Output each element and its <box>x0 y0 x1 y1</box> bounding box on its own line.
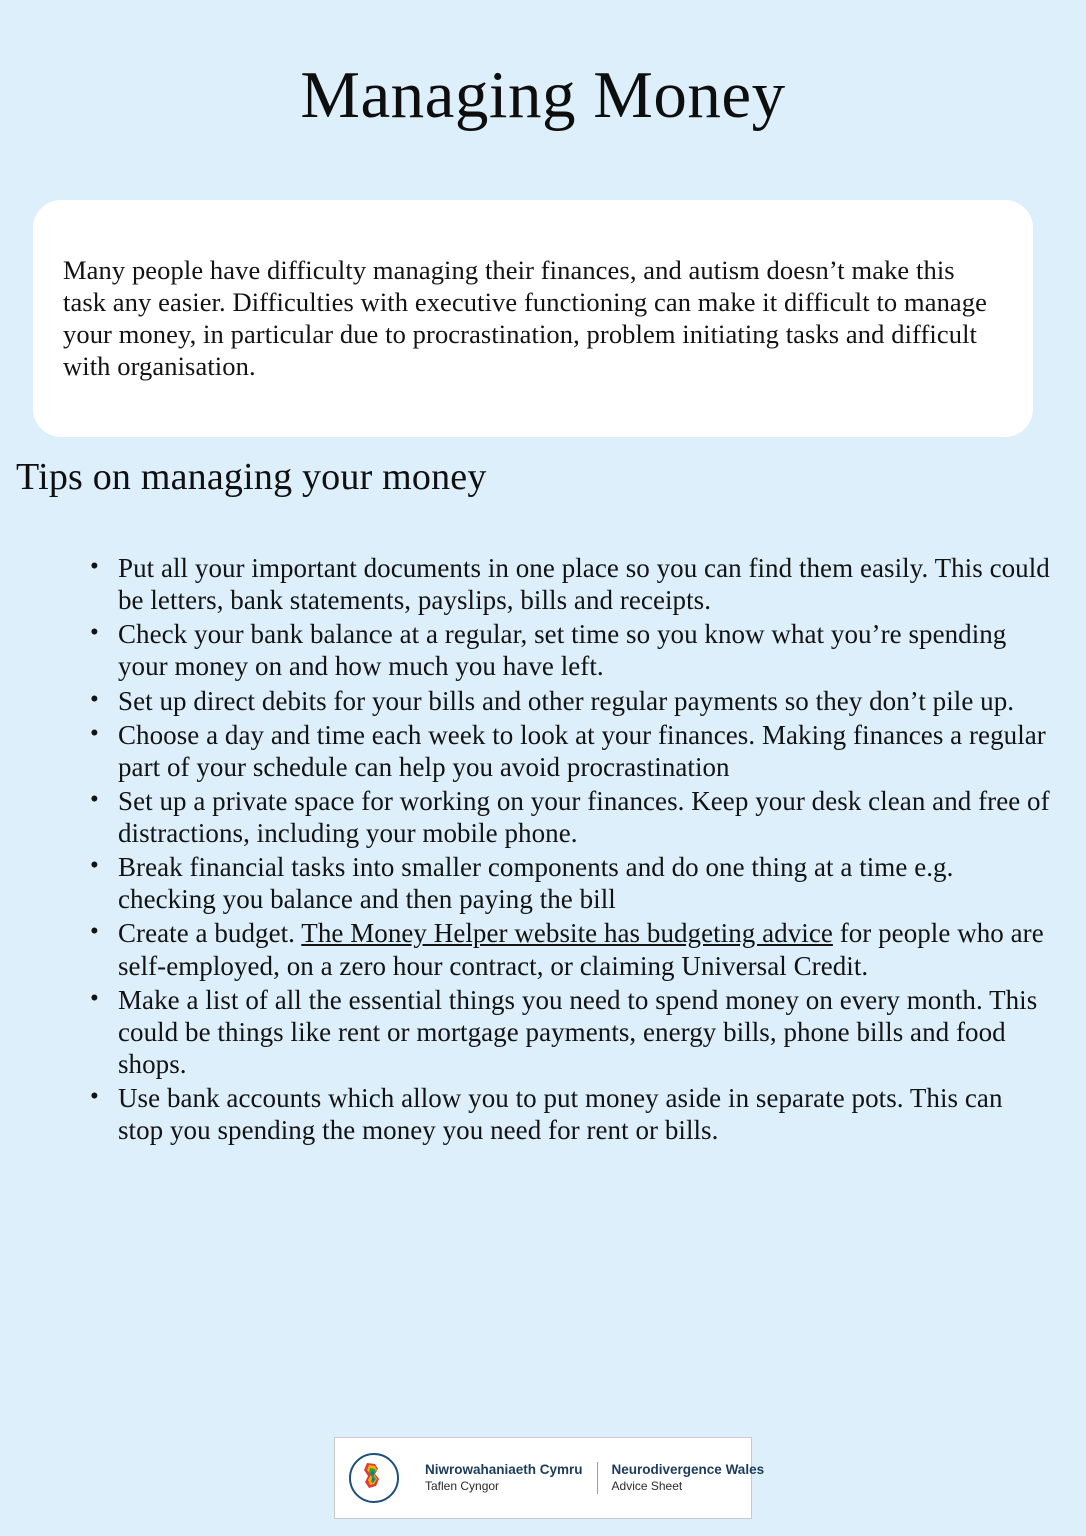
logo-welsh-name: Niwrowahaniaeth Cymru <box>425 1462 583 1478</box>
list-item <box>118 618 1053 682</box>
tip-text: Break financial tasks into smaller components and do one thing at a time e.g. checking you balance and then paying the bill <box>118 852 954 915</box>
list-item <box>118 552 1053 616</box>
tip-text: Check your bank balance at a regular, set time so you know what you’re spending your money on and how much you have left. <box>118 619 1007 682</box>
logo-english <box>597 1462 779 1494</box>
list-item <box>118 1082 1053 1146</box>
list-item <box>118 685 1053 717</box>
list-item <box>118 719 1053 783</box>
list-item <box>118 984 1053 1080</box>
list-item <box>118 917 1053 981</box>
section-heading: Tips on managing your money <box>16 456 487 498</box>
tip-text: Put all your important documents in one place so you can find them easily. This could be letters, bank statements, payslips, bills and receipts. <box>118 553 1050 616</box>
tip-text: Create a budget. <box>118 918 302 949</box>
logo-welsh-sub: Taflen Cyngor <box>425 1478 500 1493</box>
logo-text <box>411 1462 778 1494</box>
footer-logo <box>334 1437 765 1519</box>
intro-paragraph: Many people have difficulty managing their finances, and autism doesn’t make this task any easier. Difficulties with executive functioning can make it difficult to manage your money, in particular due to procrastination, problem initiating tasks and difficult with organisation. <box>63 255 987 382</box>
neurodivergence-wales-logo-icon <box>349 1453 399 1503</box>
tip-text: Choose a day and time each week to look at your finances. Making finances a regular part of your schedule can help you avoid procrastination <box>118 719 1046 782</box>
logo-english-sub: Advice Sheet <box>611 1478 683 1493</box>
money-helper-link[interactable]: The Money Helper website has budgeting advice <box>301 918 833 949</box>
list-item <box>118 785 1053 849</box>
tip-text: Set up direct debits for your bills and other regular payments so they don’t pile up. <box>118 685 1015 716</box>
tip-text: Make a list of all the essential things you need to spend money on every month. This could be things like rent or mortgage payments, energy bills, phone bills and food shops. <box>118 984 1038 1079</box>
tip-text: Set up a private space for working on your finances. Keep your desk clean and free of distractions, including your mobile phone. <box>118 785 1050 848</box>
intro-card <box>33 200 1033 437</box>
list-item <box>118 851 1053 915</box>
page-title: Managing Money <box>300 58 786 132</box>
tip-text: Use bank accounts which allow you to put money aside in separate pots. This can stop you spending the money you need for rent or bills. <box>118 1083 1003 1146</box>
tips-list <box>74 552 1053 1148</box>
logo-welsh <box>411 1462 597 1494</box>
tip-text-after: for people who are self-employed, on a zero hour contract, or claiming Universal Credit. <box>118 918 1044 981</box>
logo-english-name: Neurodivergence Wales <box>611 1462 765 1478</box>
